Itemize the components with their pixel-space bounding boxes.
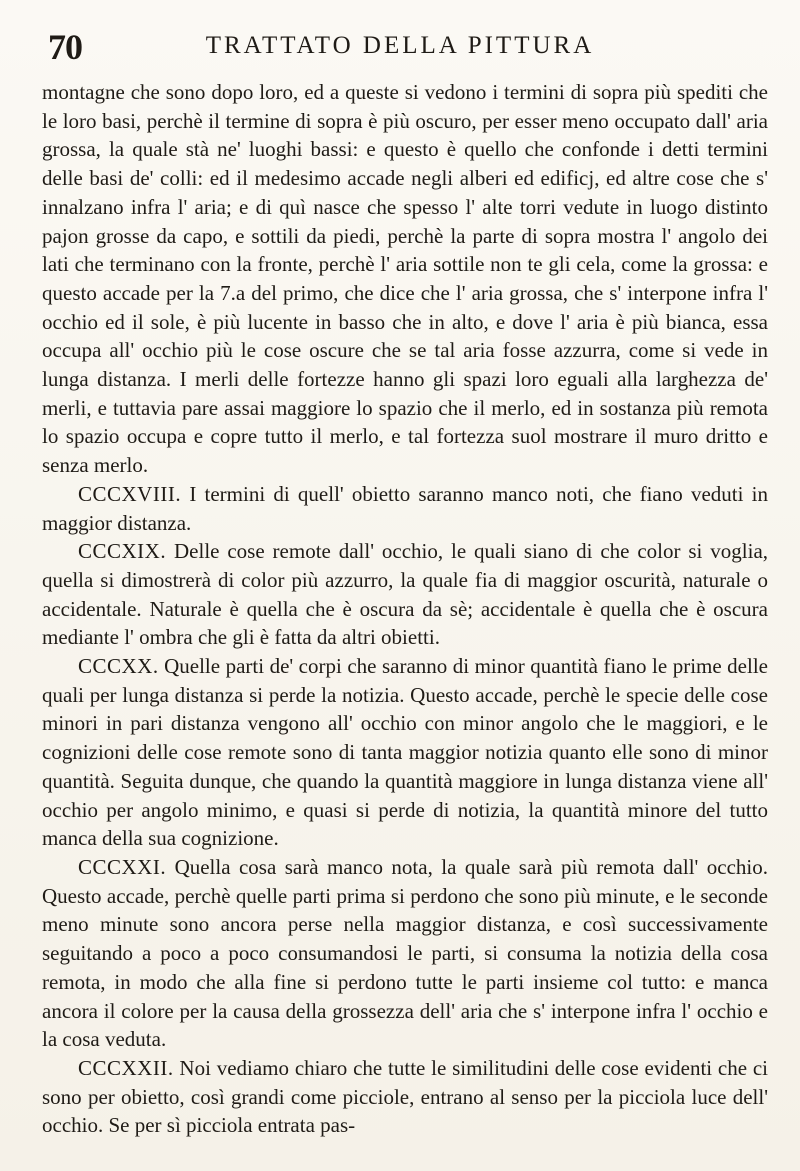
running-title: TRATTATO DELLA PITTURA	[205, 32, 595, 59]
page-number: 70	[48, 27, 82, 67]
page-header	[48, 24, 752, 68]
section-number: CCCXXII.	[78, 1055, 174, 1080]
paragraph-cccxxi	[42, 853, 768, 1054]
paragraph-text: I termini di quell' obietto saranno manco noti, che fiano veduti in maggior distanza.	[42, 481, 768, 535]
section-number: CCCXXI.	[78, 854, 167, 879]
paragraph-cccxxii	[42, 1054, 768, 1140]
paragraph-text: Noi vediamo chiaro che tutte le similitudini delle cose evidenti che ci sono per obietto, così grandi come picciole, entrano al senso per la picciola luce dell' occhio. Se per sì picciola entrata pas-	[42, 1055, 769, 1138]
paragraph-text: Quella cosa sarà manco nota, la quale sarà più remota dall' occhio. Questo accade, perchè quelle parti prima si perdono che sono più minute, e le seconde meno minute sono ancora perse nella maggior distanza, e così successivamente seguitando a poco a poco consumandosi le parti, si consuma la notizia della cosa remota, in modo che alla fine si perdono tutte le parti insieme col tutto: e manca ancora il colore per la causa della grossezza dell' aria che s' interpone infra l' occhio e la cosa veduta.	[42, 854, 769, 1052]
paragraph-continuation	[42, 78, 768, 480]
paragraph-text: montagne che sono dopo loro, ed a queste si vedono i termini di sopra più spediti che le loro basi, perchè il termine di sopra è più oscuro, per esser meno occupato dall' aria grossa, la quale stà ne' luoghi bassi: e questo è quello che confonde i detti termini delle basi de' colli: ed il medesimo accade negli alberi ed edificj, ed altre cose che s' innalzano infra l' aria; e di quì nasce che spesso l' alte torri vedute in luogo distinto pajon grosse da capo, e sottili da piedi, perchè la parte di sopra mostra l' angolo dei lati che terminano con la fronte, perchè l' aria sottile non te gli cela, come la grossa: e questo accade per la 7.a del primo, che dice che l' aria grossa, che s' interpone infra l' occhio ed il sole, è più lucente in basso che in alto, e dove l' aria è più bianca, essa occupa all' occhio più le cose oscure che se tal aria fosse azzurra, come si vede in lunga distanza. I merli delle fortezze hanno gli spazi loro eguali alla larghezza de' merli, e tuttavia pare assai maggiore lo spazio che il merlo, ed in sostanza più remota lo spazio occupa e copre tutto il merlo, e tal fortezza suol mostrare il muro dritto e senza merlo.	[42, 80, 768, 478]
paragraph-cccxviii	[42, 480, 768, 537]
paragraph-cccxix	[42, 537, 768, 652]
paragraph-text: Quelle parti de' corpi che saranno di minor quantità fiano le prime delle quali per lunga distanza si perde la notizia. Questo accade, perchè le specie delle cose minori in pari distanza vengono all' occhio con minor angolo che le maggiori, e le cognizioni delle cose remote sono di tanta maggior notizia quanto elle sono di minor quantità. Seguita dunque, che quando la quantità maggiore in lunga distanza viene all' occhio per angolo minimo, e quasi si perde di notizia, la quantità minore del tutto manca della sua cognizione.	[42, 654, 768, 851]
section-number: CCCXX.	[78, 654, 159, 679]
paragraph-text: Delle cose remote dall' occhio, le quali siano di che color si voglia, quella si dimostrerà di color più azzurro, la quale fia di maggior oscurità, naturale o accidentale. Naturale è quella che è oscura da sè; accidentale è quella che è oscura mediante l' ombra che gli è fatta da altri obietti.	[42, 539, 769, 650]
section-number: CCCXIX.	[78, 539, 167, 564]
body-text	[42, 78, 768, 1140]
paragraph-cccxx	[42, 652, 768, 853]
section-number: CCCXVIII.	[78, 481, 182, 506]
